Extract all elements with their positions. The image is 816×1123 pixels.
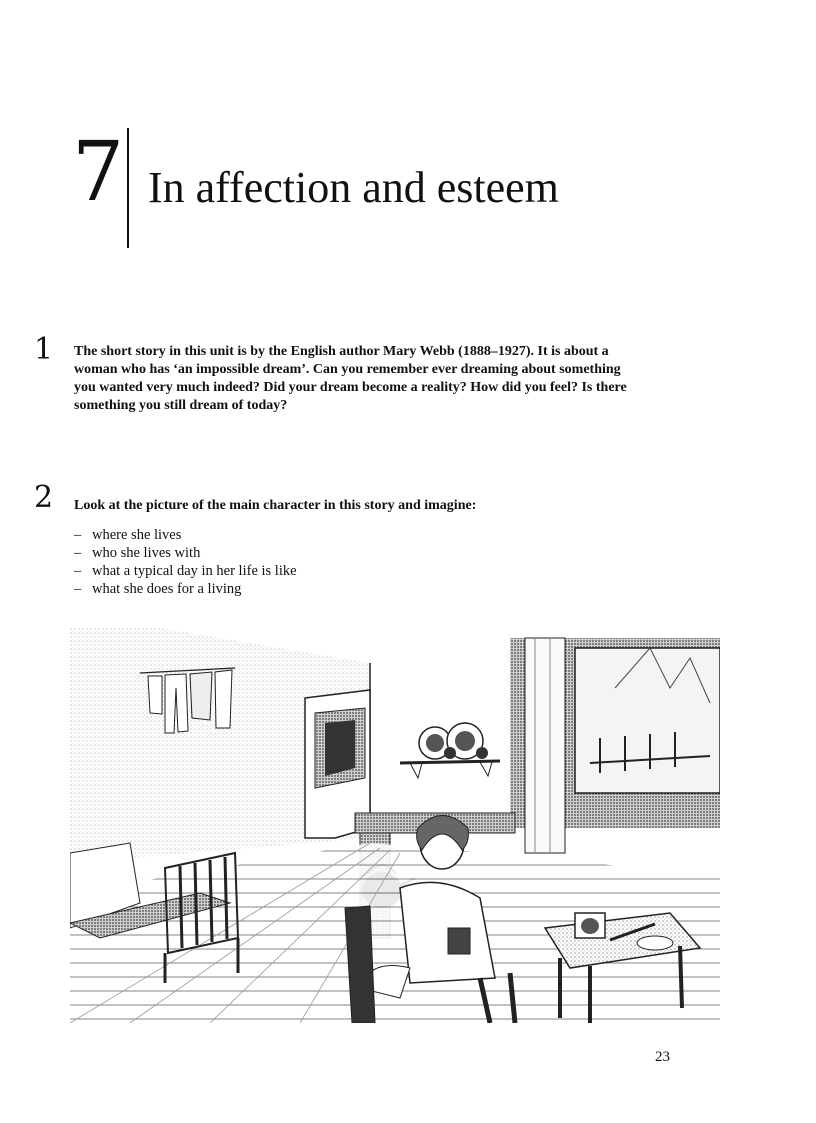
window xyxy=(510,638,720,853)
room-illustration xyxy=(70,628,720,1023)
list-item: – who she lives with xyxy=(74,544,297,562)
exercise-2-text: Look at the picture of the main character in this story and imagine: xyxy=(74,498,477,513)
list-item: – what a typical day in her life is like xyxy=(74,562,297,580)
page-number: 23 xyxy=(655,1049,670,1065)
exercise-2-list xyxy=(74,526,297,598)
chapter-number: 7 xyxy=(72,125,125,220)
exercise-1-number: 1 xyxy=(34,332,54,367)
chapter-title: In affection and esteem xyxy=(148,163,559,212)
crockery-shelf xyxy=(400,723,500,778)
exercise-1-text: The short story in this unit is by the English author Mary Webb (1888–1927). It is about a woman who has ‘an impossible dream’. Can you remember ever dreaming about something you wanted very much indeed? Did your dream become a reality? How did you feel? Is there something you still dream of today? xyxy=(74,344,627,413)
exercise-2-number: 2 xyxy=(34,480,54,515)
list-item: – what she does for a living xyxy=(74,580,297,598)
list-item: – where she lives xyxy=(74,526,297,544)
chapter-divider xyxy=(127,128,129,248)
